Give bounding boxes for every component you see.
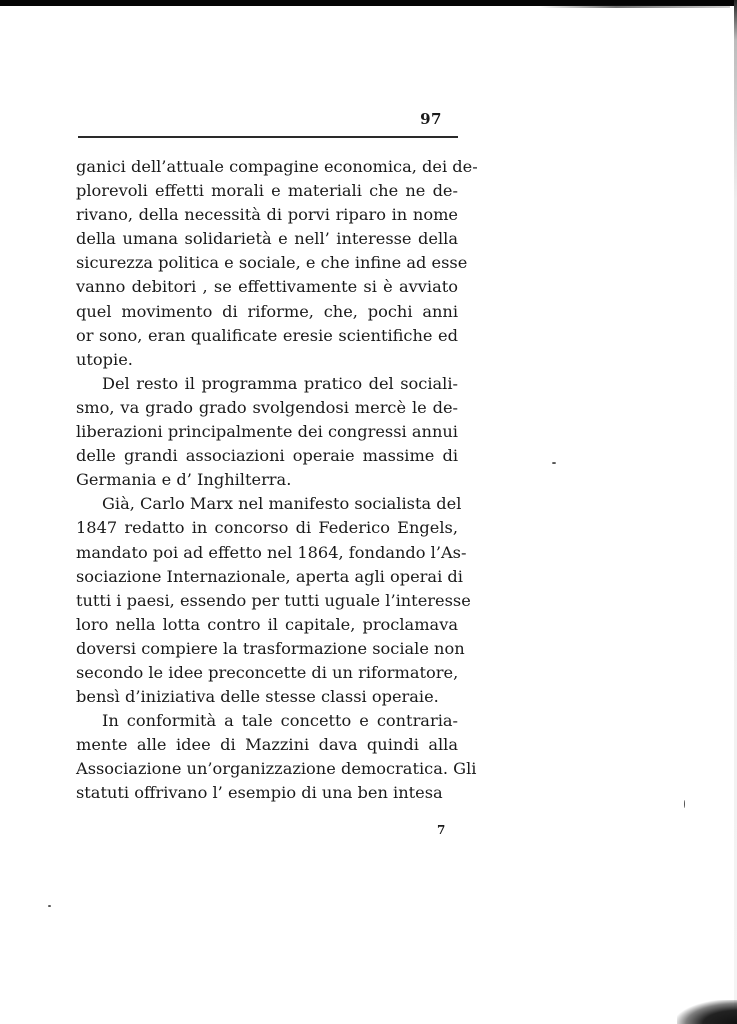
text-line: sicurezza politica e sociale, e che infine ad esse [76, 253, 468, 273]
text-line: della umana solidarietà e nell’ interesse della [76, 229, 458, 249]
text-line: Germania e d’ Inghilterra. [76, 470, 292, 490]
text-line: 1847 redatto in concorso di Federico Engels, [76, 518, 458, 538]
text-line: utopie. [76, 349, 133, 369]
paragraph [76, 372, 458, 492]
text-line: statuti offrivano l’ esempio di una ben intesa [76, 783, 443, 803]
text-line: ganici dell’attuale compagine economica, dei de- [76, 157, 478, 176]
text-line: mente alle idee di Mazzini dava quindi alla [76, 735, 458, 755]
text-line: quel movimento di riforme, che, pochi anni [76, 301, 458, 321]
text-line: bensì d’iniziativa delle stesse classi operaie. [76, 687, 439, 707]
running-head [78, 108, 458, 138]
page-number: 97 [420, 110, 442, 128]
text-line: vanno debitori , se effettivamente si è avviato [76, 277, 458, 297]
text-line: plorevoli effetti morali e materiali che ne de- [76, 181, 458, 201]
header-rule [78, 136, 458, 138]
text-line: delle grandi associazioni operaie massime di [76, 446, 458, 466]
scan-speck [48, 905, 51, 907]
text-line: sociazione Internazionale, aperta agli operai di [76, 566, 463, 586]
text-line: loro nella lotta contro il capitale, proclamava [76, 614, 458, 634]
text-line: rivano, della necessità di porvi riparo in nome [76, 205, 458, 225]
scan-speck [684, 800, 685, 808]
text-line: Del resto il programma pratico del sociali- [102, 373, 458, 393]
text-line: doversi compiere la trasformazione sociale non [76, 638, 465, 658]
scan-smudge-top [540, 5, 730, 8]
text-line: smo, va grado grado svolgendosi mercè le de- [76, 397, 458, 417]
text-line: Associazione un’organizzazione democratica. Gli [76, 759, 477, 779]
text-line: liberazioni principalmente dei congressi annui [76, 422, 458, 442]
signature-mark: 7 [437, 823, 446, 837]
text-line: secondo le idee preconcette di un riformatore, [76, 662, 459, 682]
text-line: tutti i paesi, essendo per tutti uguale l’interesse [76, 590, 471, 610]
paragraph [76, 155, 478, 372]
text-line: mandato poi ad effetto nel 1864, fondando l’As- [76, 542, 467, 562]
scan-corner-shadow [677, 1000, 737, 1024]
text-line: In conformità a tale concetto e contraria- [102, 711, 458, 731]
paragraph [76, 492, 471, 709]
text-line: Già, Carlo Marx nel manifesto socialista del [102, 494, 462, 514]
scan-speck [552, 462, 556, 464]
text-line: or sono, eran qualificate eresie scientifiche ed [76, 325, 458, 345]
body-text [76, 155, 478, 806]
paragraph [76, 709, 477, 805]
